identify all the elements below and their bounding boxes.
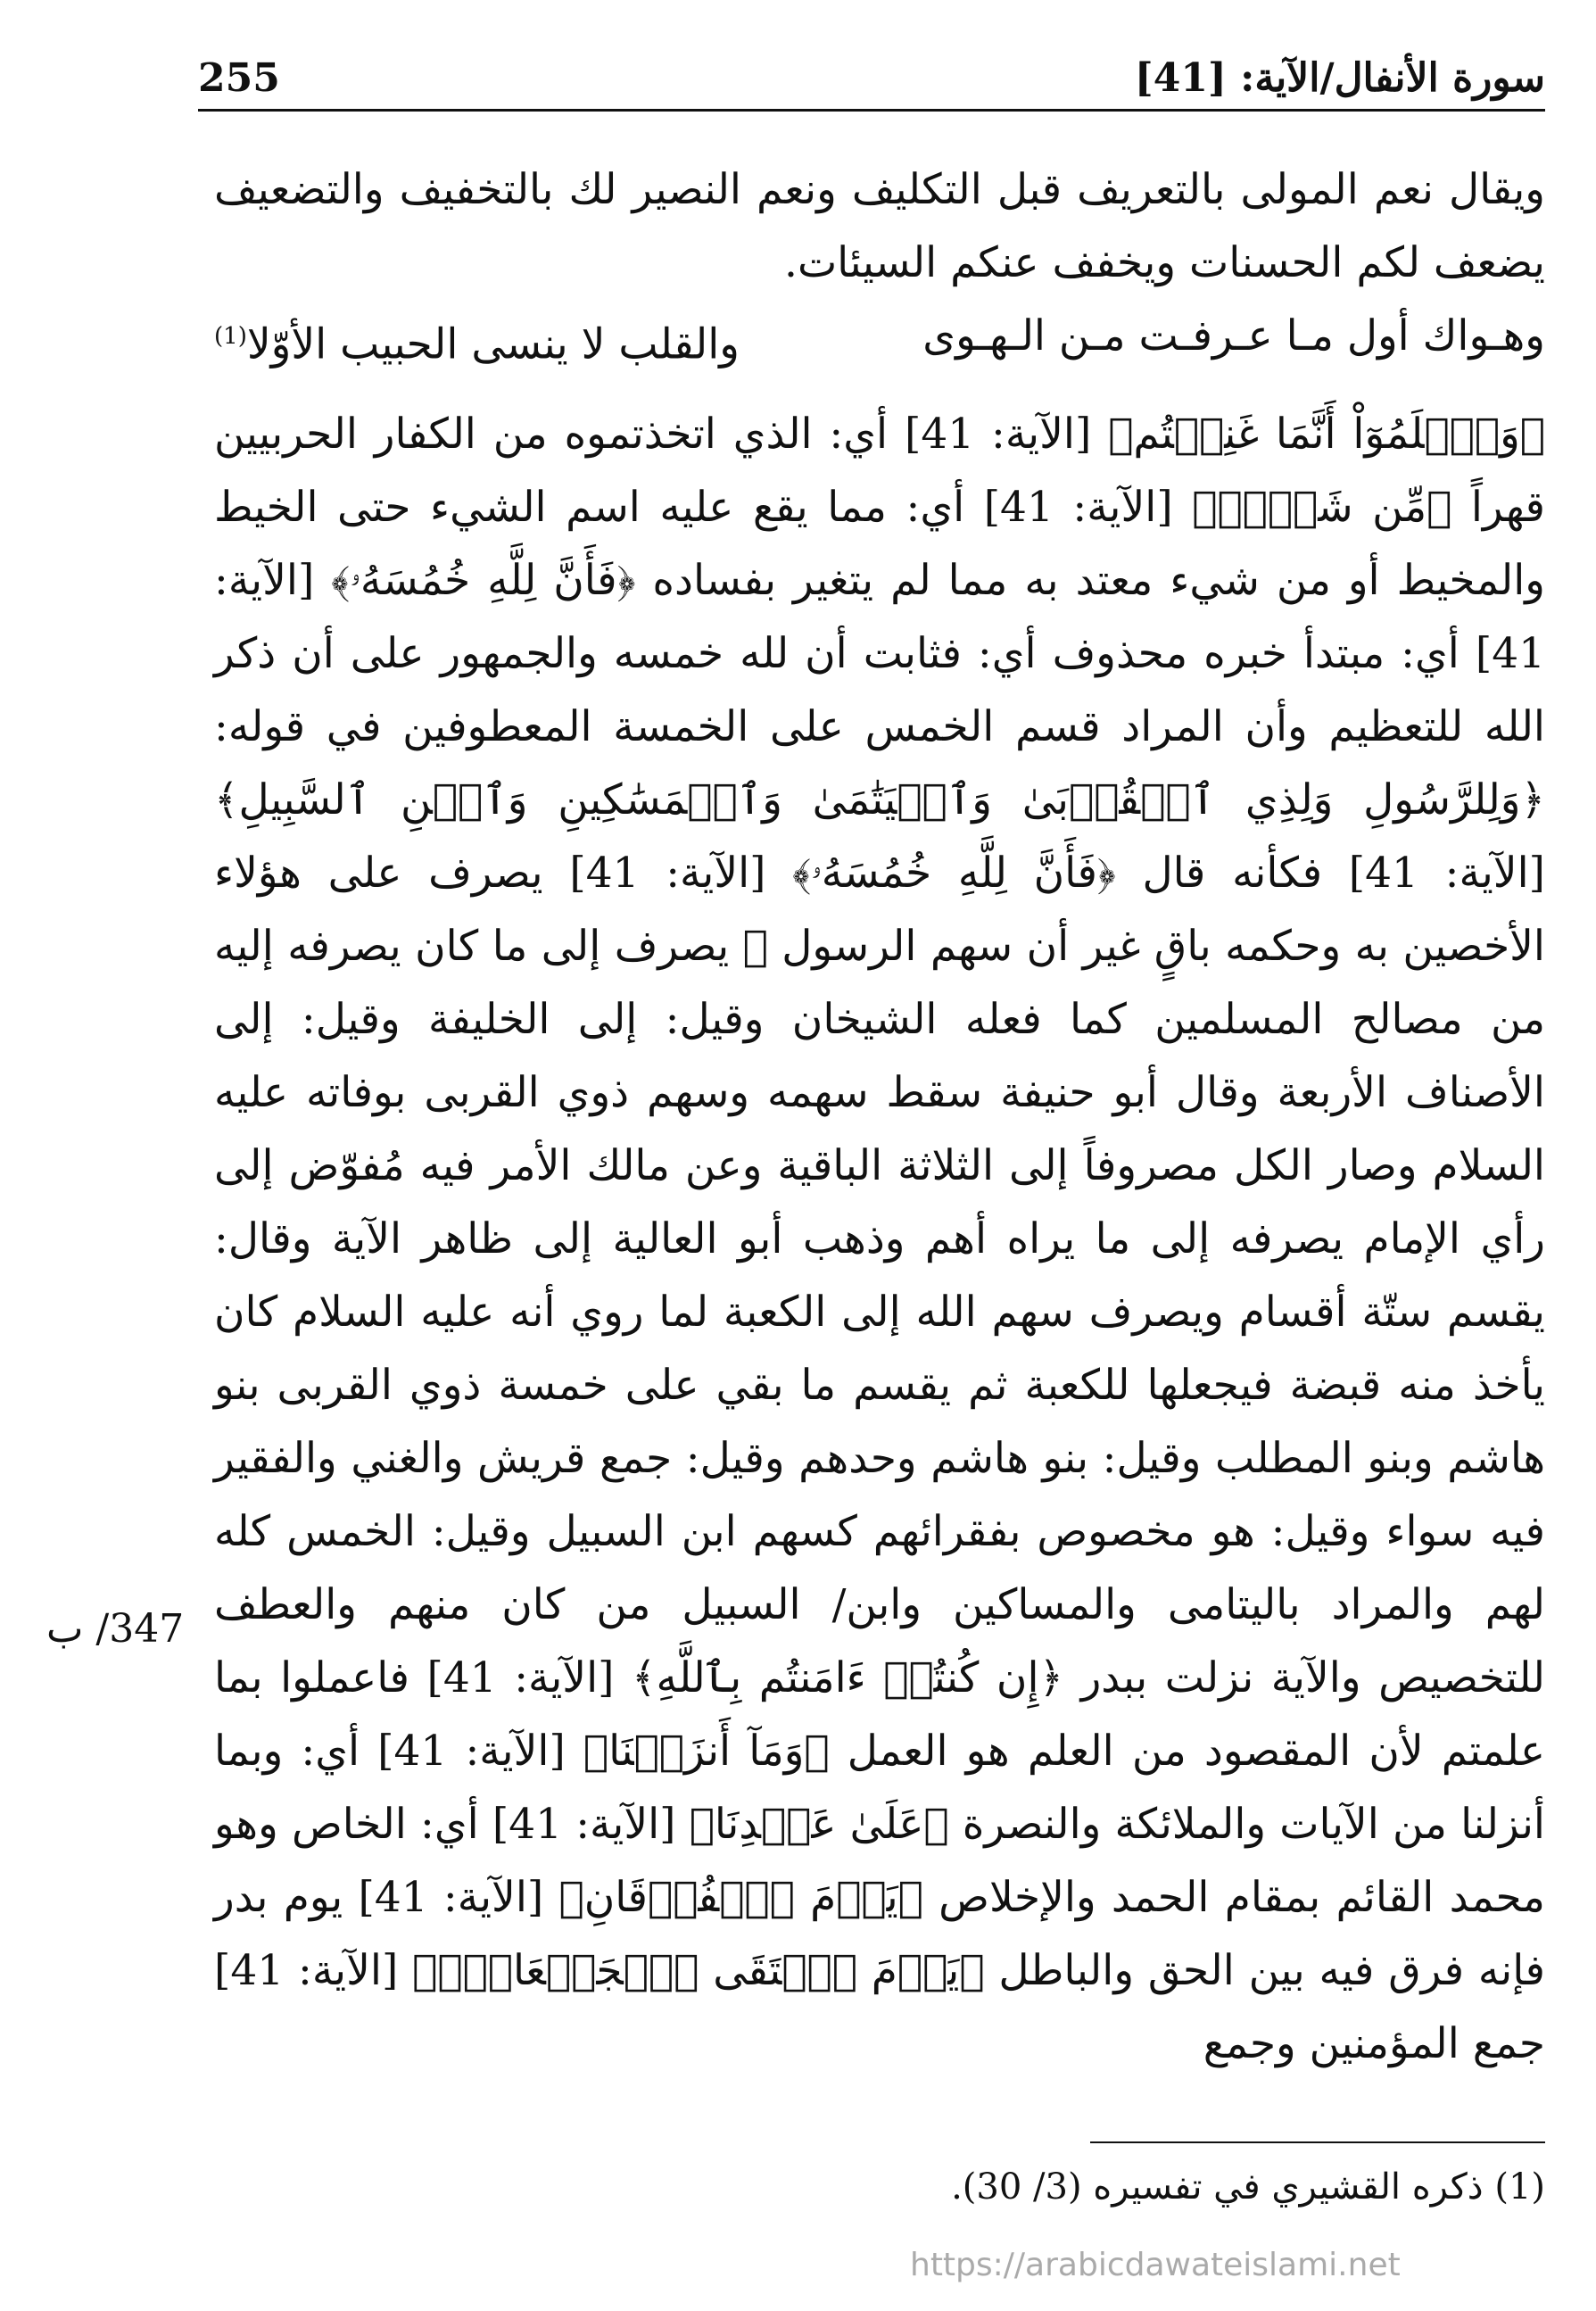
verse-first-hemistich: وهـواك أول مـا عـرفـت مـن الـهـوى <box>922 311 1545 360</box>
source-watermark: https://arabicdawateislami.net <box>910 2247 1401 2283</box>
manuscript-folio-note: 347/ ب <box>46 1606 185 1652</box>
header-divider <box>198 109 1545 112</box>
footnote-marker: (1) <box>214 323 247 350</box>
main-text <box>214 153 1545 2081</box>
running-title: سورة الأنفال/الآية: [41] <box>1134 55 1545 101</box>
paragraph-tafsir: ﴿وَٱعۡلَمُوٓاْ أَنَّمَا غَنِمۡتُم﴾ [الآية: 41] أي: الذي اتخذتموه من الكفار الحربيين قهراً ﴿مِّن شَيۡءٖ﴾ [الآية: 41] أي: مما يقع عليه اسم الشيء حتى الخيط والمخيط أو من شيء معتد به مما لم يتغير بفساده ﴿فَأَنَّ لِلَّهِ خُمُسَهُۥ﴾ [الآية: 41] أي: مبتدأ خبره محذوف أي: فثابت أن لله خمسه والجمهور على أن ذكر الله للتعظيم وأن المراد قسم الخمس على الخمسة المعطوفين في قوله: ﴿وَلِلرَّسُولِ وَلِذِي ٱلۡقُرۡبَىٰ وَٱلۡيَتَٰمَىٰ وَٱلۡمَسَٰكِينِ وَٱبۡنِ ٱلسَّبِيلِ﴾ [الآية: 41] فكأنه قال ﴿فَأَنَّ لِلَّهِ خُمُسَهُۥ﴾ [الآية: 41] يصرف على هؤلاء الأخصين به وحكمه باقٍ غير أن سهم الرسول ﷺ يصرف إلى ما كان يصرفه إليه من مصالح المسلمين كما فعله الشيخان وقيل: إلى الخليفة وقيل: إلى الأصناف الأربعة وقال أبو حنيفة سقط سهمه وسهم ذوي القربى بوفاته عليه السلام وصار الكل مصروفاً إلى الثلاثة الباقية وعن مالك الأمر فيه مُفوّض إلى رأي الإمام يصرفه إلى ما يراه أهم وذهب أبو العالية إلى ظاهر الآية وقال: يقسم ستّة أقسام ويصرف سهم الله إلى الكعبة لما روي أنه عليه السلام كان يأخذ منه قبضة فيجعلها للكعبة ثم يقسم ما بقي على خمسة ذوي القربى بنو هاشم وبنو المطلب وقيل: بنو هاشم وحدهم وقيل: جمع قريش والغني والفقير فيه سواء وقيل: هو مخصوص بفقرائهم كسهم ابن السبيل وقيل: الخمس كله لهم والمراد باليتامى والمساكين وابن/ السبيل من كان منهم والعطف للتخصيص والآية نزلت ببدر ﴿إِن كُنتُمۡ ءَامَنتُم بِٱللَّهِ﴾ [الآية: 41] فاعملوا بما علمتم لأن المقصود من العلم هو العمل ﴿وَمَآ أَنزَلۡنَا﴾ [الآية: 41] أي: وبما أنزلنا من الآيات والملائكة والنصرة ﴿عَلَىٰ عَبۡدِنَا﴾ [الآية: 41] أي: الخاص وهو محمد القائم بمقام الحمد والإخلاص ﴿يَوۡمَ ٱلۡفُرۡقَانِ﴾ [الآية: 41] يوم بدر فإنه فرق فيه بين الحق والباطل ﴿يَوۡمَ ٱلۡتَقَى ٱلۡجَمۡعَانِۗ﴾ [الآية: 41] جمع المؤمنين وجمع <box>214 409 1545 2068</box>
poetry-verse <box>214 300 1545 382</box>
page-header <box>198 46 1545 118</box>
paragraph-intro: ويقال نعم المولى بالتعريف قبل التكليف ونعم النصير لك بالتخفيف والتضعيف يضعف لكم الحسنات ويخفف عنكم السيئات. <box>214 165 1545 287</box>
footnote-text: (1) ذكره القشيري في تفسيره (3/ 30). <box>951 2166 1545 2207</box>
footnote-divider <box>1090 2141 1545 2143</box>
page-number: 255 <box>198 55 280 101</box>
verse-second-hemistich-wrap <box>214 300 740 382</box>
verse-second-hemistich: والقلب لا ينسى الحبيب الأوّلا <box>246 319 740 369</box>
